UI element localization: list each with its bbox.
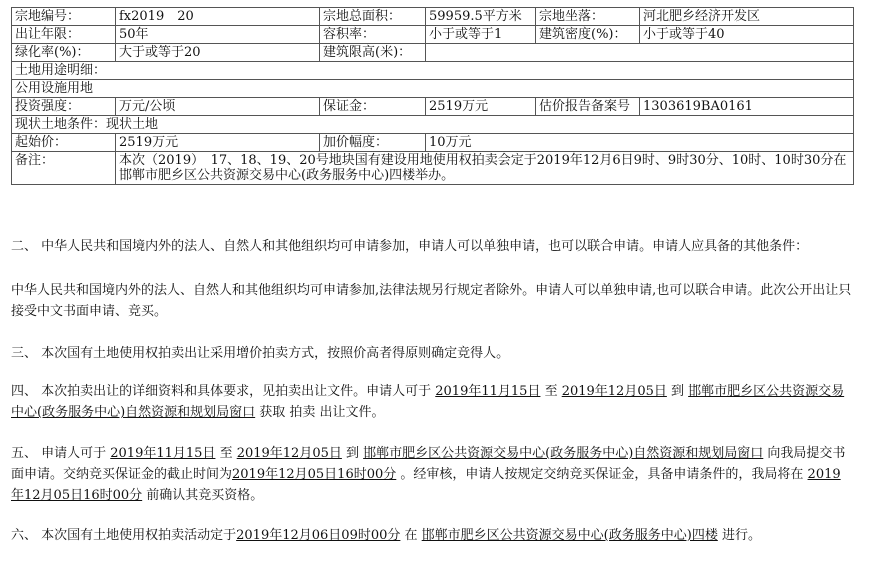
section-4-text-2: 至 <box>540 384 562 399</box>
green-rate-label: 绿化率(%)： <box>12 44 116 62</box>
section-2-detail-text: 中华人民共和国境内外的法人、自然人和其他组织均可申请参加,法律法规另行规定者除外。申请人可以单独申请,也可以联合申请。此次公开出让只接受中文书面申请、竞买。 <box>11 283 852 319</box>
section-4-text-3: 到 <box>666 384 689 399</box>
section-5-text-6: 前确认其竞买资格。 <box>142 488 264 503</box>
term-value: 50年 <box>116 26 320 44</box>
section-5-text-2: 至 <box>215 446 237 461</box>
section-5-text-3: 到 <box>341 446 364 461</box>
plot-ratio-value: 小于或等于1 <box>426 26 536 44</box>
section-2-heading <box>11 236 853 257</box>
section-4-text-4: 获取 拍卖 出让文件。 <box>255 405 385 420</box>
section-2-detail <box>11 280 853 322</box>
application-end-date-link[interactable]: 2019年12月05日 <box>236 446 342 461</box>
land-condition: 现状土地条件：现状土地 <box>12 116 854 134</box>
application-start-date-link[interactable]: 2019年11月15日 <box>110 446 216 461</box>
auction-venue-link[interactable]: 邯郸市肥乡区公共资源交易中心(政务服务中心)四楼 <box>421 528 718 543</box>
increment-label: 加价幅度： <box>320 134 426 152</box>
remarks-label: 备注： <box>12 152 116 185</box>
table-row <box>12 26 854 44</box>
qualification-confirm-time-link[interactable]: 2019年12月05日16时00分 <box>11 467 841 503</box>
investment-label: 投资强度： <box>12 98 116 116</box>
building-density-label: 建筑密度(%)： <box>536 26 640 44</box>
section-4-text-1: 四、 本次拍卖出让的详细资料和具体要求，见拍卖出让文件。申请人可于 <box>11 384 436 399</box>
table-row <box>12 98 854 116</box>
land-use-value: 公用设施用地 <box>12 80 854 98</box>
parcel-info-table <box>11 7 854 185</box>
section-2-text: 二、 中华人民共和国境内外的法人、自然人和其他组织均可申请参加，申请人可以单独申请，也可以联合申请。申请人应具备的其他条件： <box>11 239 809 254</box>
section-5-text-4: 向我局提交书面申请。交纳竞买保证金的截止时间为 <box>11 446 846 482</box>
section-6-text-2: 在 <box>400 528 422 543</box>
table-row <box>12 80 854 98</box>
table-row <box>12 8 854 26</box>
section-5 <box>11 443 853 506</box>
section-6-text-1: 六、 本次国有土地使用权拍卖活动定于 <box>11 528 237 543</box>
table-row <box>12 152 854 185</box>
building-density-value: 小于或等于40 <box>640 26 854 44</box>
appraisal-number-value: 1303619BA0161 <box>640 98 854 116</box>
parcel-number-label: 宗地编号： <box>12 8 116 26</box>
section-5-text-1: 五、 申请人可于 <box>11 446 111 461</box>
plot-ratio-label: 容积率： <box>320 26 426 44</box>
venue-link[interactable]: 邯郸市肥乡区公共资源交易中心(政务服务中心)自然资源和规划局窗口 <box>11 384 845 420</box>
total-area-label: 宗地总面积： <box>320 8 426 26</box>
section-3-text: 三、 本次国有土地使用权拍卖出让采用增价拍卖方式，按照价高者得原则确定竞得人。 <box>11 346 510 361</box>
deposit-deadline-link[interactable]: 2019年12月05日16时00分 <box>232 467 397 482</box>
remarks-value: 本次（2019） 17、18、19、20号地块国有建设用地使用权拍卖会定于2019年12月6日9时、9时30分、10时、10时30分在邯郸市肥乡区公共资源交易中心(政务服务中心)四楼举办。 <box>116 152 854 185</box>
starting-price-label: 起始价： <box>12 134 116 152</box>
start-date-link[interactable]: 2019年11月15日 <box>435 384 541 399</box>
term-label: 出让年限： <box>12 26 116 44</box>
appraisal-number-label: 估价报告备案号 <box>536 98 640 116</box>
table-row <box>12 62 854 80</box>
section-6 <box>11 525 853 546</box>
table-row <box>12 116 854 134</box>
table-row <box>12 44 854 62</box>
deposit-value: 2519万元 <box>426 98 536 116</box>
application-venue-link[interactable]: 邯郸市肥乡区公共资源交易中心(政务服务中心)自然资源和规划局窗口 <box>363 446 764 461</box>
deposit-label: 保证金： <box>320 98 426 116</box>
green-rate-value: 大于或等于20 <box>116 44 320 62</box>
location-label: 宗地坐落： <box>536 8 640 26</box>
section-4 <box>11 381 853 423</box>
end-date-link[interactable]: 2019年12月05日 <box>561 384 667 399</box>
investment-value: 万元/公顷 <box>116 98 320 116</box>
total-area-value: 59959.5平方米 <box>426 8 536 26</box>
table-row <box>12 134 854 152</box>
auction-time-link[interactable]: 2019年12月06日09时00分 <box>236 528 401 543</box>
height-limit-value <box>426 44 854 62</box>
starting-price-value: 2519万元 <box>116 134 320 152</box>
parcel-number-value: fx2019 20 <box>116 8 320 26</box>
increment-value: 10万元 <box>426 134 854 152</box>
section-5-text-5: 。经审核，申请人按规定交纳竞买保证金，具备申请条件的，我局将在 <box>396 467 808 482</box>
location-value: 河北肥乡经济开发区 <box>640 8 854 26</box>
land-use-detail-label: 土地用途明细： <box>12 62 854 80</box>
section-6-text-3: 进行。 <box>717 528 761 543</box>
height-limit-label: 建筑限高(米)： <box>320 44 426 62</box>
section-3 <box>11 343 853 364</box>
